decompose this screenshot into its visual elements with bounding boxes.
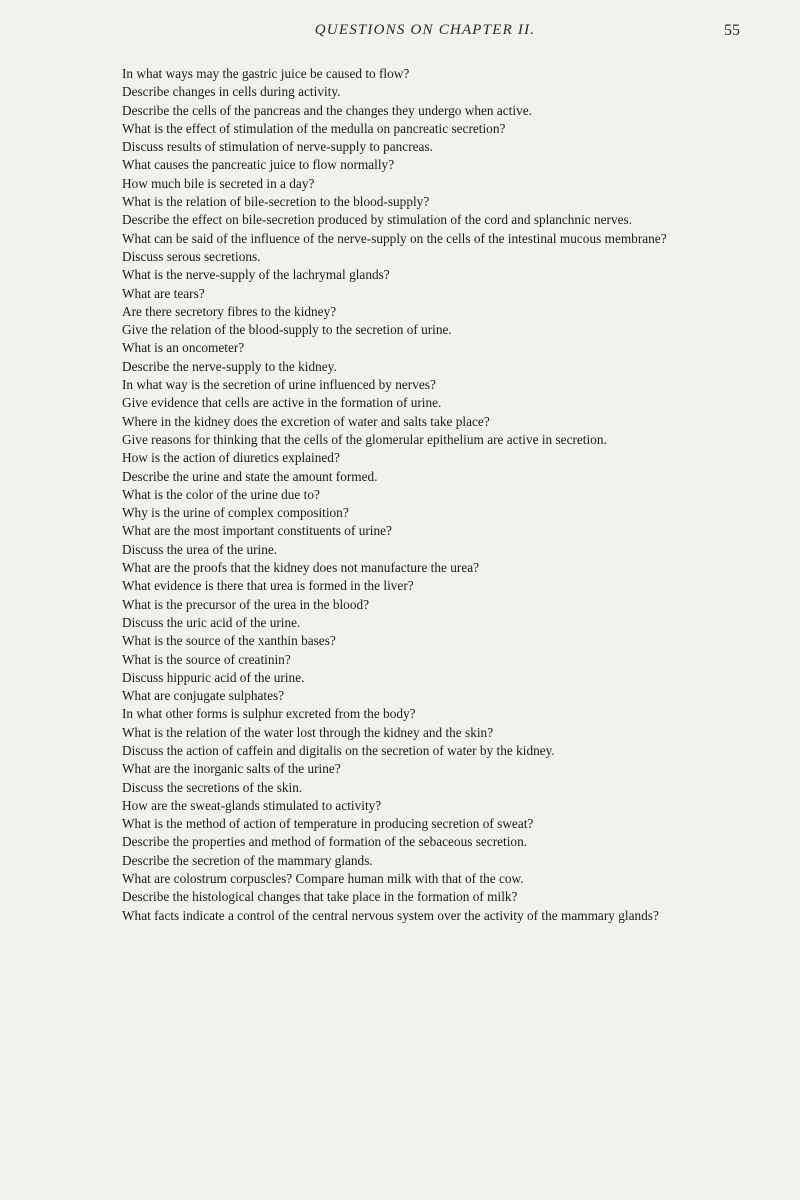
question-item: Give the relation of the blood-supply to the secretion of urine. xyxy=(122,322,452,338)
question-item: Describe changes in cells during activity. xyxy=(122,84,341,100)
question-list xyxy=(108,65,742,925)
question-item: Discuss the secretions of the skin. xyxy=(122,779,303,795)
question-item: How is the action of diuretics explained? xyxy=(122,450,340,466)
running-head xyxy=(108,22,742,44)
question-item: What are the proofs that the kidney does not manufacture the urea? xyxy=(122,560,480,576)
running-title: QUESTIONS ON CHAPTER II. xyxy=(314,22,536,38)
question-item: Describe the nerve-supply to the kidney. xyxy=(122,358,337,374)
question-item: Discuss the action of caffein and digitalis on the secretion of water by the kidney. xyxy=(122,742,555,758)
question-item: What is an oncometer? xyxy=(122,340,245,356)
question-item: Are there secretory fibres to the kidney? xyxy=(122,303,337,319)
question-item: Discuss hippuric acid of the urine. xyxy=(122,669,305,685)
question-item: Give evidence that cells are active in the formation of urine. xyxy=(122,395,442,411)
question-item: What is the method of action of temperature in producing secretion of sweat? xyxy=(122,816,534,832)
question-item: What is the relation of the water lost through the kidney and the skin? xyxy=(122,724,494,740)
question-item: Describe the urine and state the amount formed. xyxy=(122,468,378,484)
question-item: What can be said of the influence of the nerve-supply on the cells of the intestinal mucous membrane? xyxy=(122,230,667,246)
question-item: In what way is the secretion of urine influenced by nerves? xyxy=(122,377,436,393)
page-number: 55 xyxy=(724,22,740,39)
question-item: Where in the kidney does the excretion of water and salts take place? xyxy=(122,413,490,429)
question-item: Discuss the uric acid of the urine. xyxy=(122,614,301,630)
question-item: What is the source of creatinin? xyxy=(122,651,291,667)
question-item: What evidence is there that urea is formed in the liver? xyxy=(122,578,414,594)
question-item: What is the nerve-supply of the lachrymal glands? xyxy=(122,267,390,283)
question-item: Describe the cells of the pancreas and the changes they undergo when active. xyxy=(122,102,532,118)
question-item: What is the precursor of the urea in the blood? xyxy=(122,596,370,612)
question-item: What causes the pancreatic juice to flow normally? xyxy=(122,157,395,173)
question-item: Discuss results of stimulation of nerve-supply to pancreas. xyxy=(122,139,433,155)
question-item: In what other forms is sulphur excreted from the body? xyxy=(122,706,416,722)
question-item: What are conjugate sulphates? xyxy=(122,688,285,704)
question-item: What are the most important constituents of urine? xyxy=(122,523,392,539)
question-item: What is the effect of stimulation of the medulla on pancreatic secretion? xyxy=(122,120,506,136)
question-item: Discuss serous secretions. xyxy=(122,248,261,264)
question-item: How are the sweat-glands stimulated to activity? xyxy=(122,797,382,813)
question-item: How much bile is secreted in a day? xyxy=(122,175,315,191)
question-item: What is the color of the urine due to? xyxy=(122,486,320,502)
question-item: What is the source of the xanthin bases? xyxy=(122,633,336,649)
question-item: Describe the secretion of the mammary glands. xyxy=(122,852,373,868)
question-item: What facts indicate a control of the central nervous system over the activity of the mammary glands? xyxy=(122,907,659,923)
question-item: What is the relation of bile-secretion to the blood-supply? xyxy=(122,194,430,210)
question-item: Discuss the urea of the urine. xyxy=(122,541,278,557)
question-item: In what ways may the gastric juice be caused to flow? xyxy=(122,66,410,81)
question-item: Describe the histological changes that take place in the formation of milk? xyxy=(122,889,518,905)
question-item: What are the inorganic salts of the urine? xyxy=(122,761,341,777)
question-item: Describe the properties and method of formation of the sebaceous secretion. xyxy=(122,834,528,850)
question-item: What are tears? xyxy=(122,285,205,301)
question-item: Why is the urine of complex composition? xyxy=(122,505,349,521)
question-item: Describe the effect on bile-secretion produced by stimulation of the cord and splanchnic nerves. xyxy=(122,212,633,228)
question-item: What are colostrum corpuscles? Compare human milk with that of the cow. xyxy=(122,871,524,887)
question-item: Give reasons for thinking that the cells of the glomerular epithelium are active in secretion. xyxy=(122,431,607,447)
